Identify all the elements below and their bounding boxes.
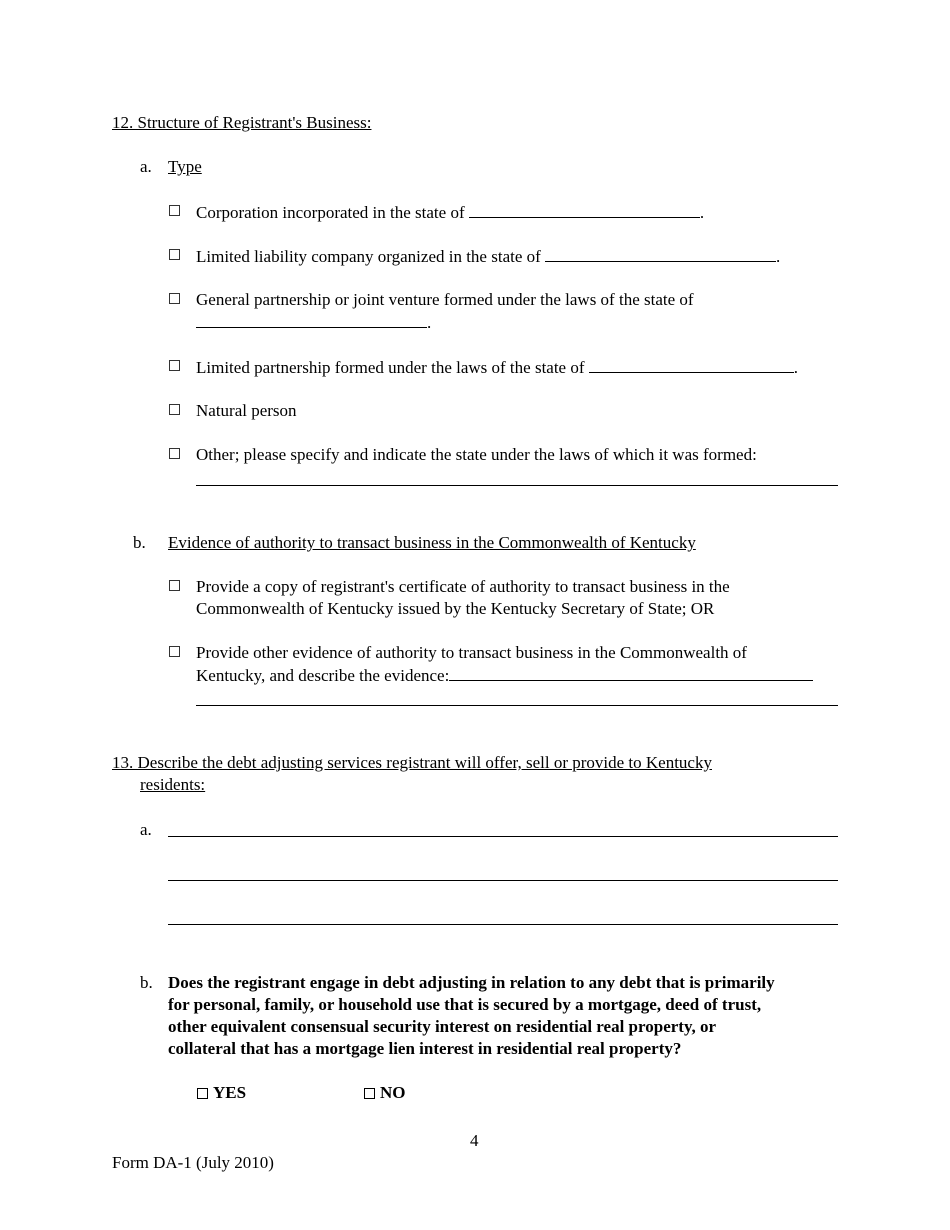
other-evidence-line2: Kentucky, and describe the evidence:	[196, 666, 450, 685]
limited-partnership-row	[196, 356, 798, 379]
partnership-row2	[196, 311, 431, 334]
partnership-label: General partnership or joint venture formed under the laws of the state of	[196, 290, 694, 309]
no-checkbox[interactable]	[364, 1088, 375, 1099]
yes-label: YES	[213, 1083, 247, 1102]
other-evidence-row2	[196, 664, 813, 687]
natural-person-label: Natural person	[196, 401, 297, 420]
page-number: 4	[470, 1131, 479, 1150]
other-checkbox[interactable]	[169, 448, 180, 459]
limited-partnership-state-field[interactable]	[589, 356, 794, 373]
mortgage-question-line1: Does the registrant engage in debt adjusting in relation to any debt that is primarily	[168, 973, 775, 992]
section-13-heading-line1: 13. Describe the debt adjusting services registrant will offer, sell or provide to Kentucky	[112, 753, 712, 772]
certificate-copy-checkbox[interactable]	[169, 580, 180, 591]
no-label: NO	[380, 1083, 406, 1102]
yes-checkbox[interactable]	[197, 1088, 208, 1099]
section-12b-letter: b.	[133, 533, 146, 552]
corporation-row	[196, 201, 704, 224]
certificate-copy-line2: Commonwealth of Kentucky issued by the Kentucky Secretary of State; OR	[196, 599, 715, 618]
corporation-state-field[interactable]	[469, 201, 700, 218]
partnership-period: .	[427, 313, 432, 332]
other-evidence-line1: Provide other evidence of authority to transact business in the Commonwealth of	[196, 643, 747, 662]
section-12b-title: Evidence of authority to transact business in the Commonwealth of Kentucky	[168, 533, 696, 552]
evidence-description-field[interactable]	[449, 664, 813, 681]
partnership-checkbox[interactable]	[169, 293, 180, 304]
form-id: Form DA-1 (July 2010)	[112, 1153, 274, 1172]
llc-checkbox[interactable]	[169, 249, 180, 260]
other-specify-field[interactable]	[196, 485, 838, 486]
limited-partnership-checkbox[interactable]	[169, 360, 180, 371]
section-13-heading-line2: residents:	[140, 775, 206, 794]
section-12a-letter: a.	[140, 157, 152, 176]
corporation-period: .	[699, 203, 705, 222]
corporation-checkbox[interactable]	[169, 205, 180, 216]
limited-partnership-label: Limited partnership formed under the laws of the state of	[196, 358, 585, 377]
other-label: Other; please specify and indicate the state under the laws of which it was formed:	[196, 445, 757, 464]
evidence-description-field-2[interactable]	[196, 705, 838, 706]
section-13a-letter: a.	[140, 820, 152, 839]
llc-period: .	[776, 247, 781, 266]
llc-label: Limited liability company organized in the state of	[196, 247, 541, 266]
corporation-label: Corporation incorporated in the state of	[196, 203, 465, 222]
mortgage-question-line3: other equivalent consensual security interest on residential real property, or	[168, 1017, 717, 1036]
section-12-heading: 12. Structure of Registrant's Business:	[112, 113, 372, 132]
services-description-line-1[interactable]	[168, 836, 838, 837]
natural-person-checkbox[interactable]	[169, 404, 180, 415]
limited-partnership-period: .	[793, 358, 799, 377]
llc-state-field[interactable]	[545, 245, 776, 262]
partnership-state-field[interactable]	[196, 311, 427, 328]
other-evidence-checkbox[interactable]	[169, 646, 180, 657]
section-12a-title: Type	[168, 157, 202, 176]
section-13b-letter: b.	[140, 973, 153, 992]
certificate-copy-line1: Provide a copy of registrant's certificate of authority to transact business in the	[196, 577, 730, 596]
llc-row	[196, 245, 780, 268]
mortgage-question-line4: collateral that has a mortgage lien interest in residential real property?	[168, 1039, 682, 1058]
services-description-line-2[interactable]	[168, 880, 838, 881]
services-description-line-3[interactable]	[168, 924, 838, 925]
mortgage-question-line2: for personal, family, or household use that is secured by a mortgage, deed of trust,	[168, 995, 762, 1014]
